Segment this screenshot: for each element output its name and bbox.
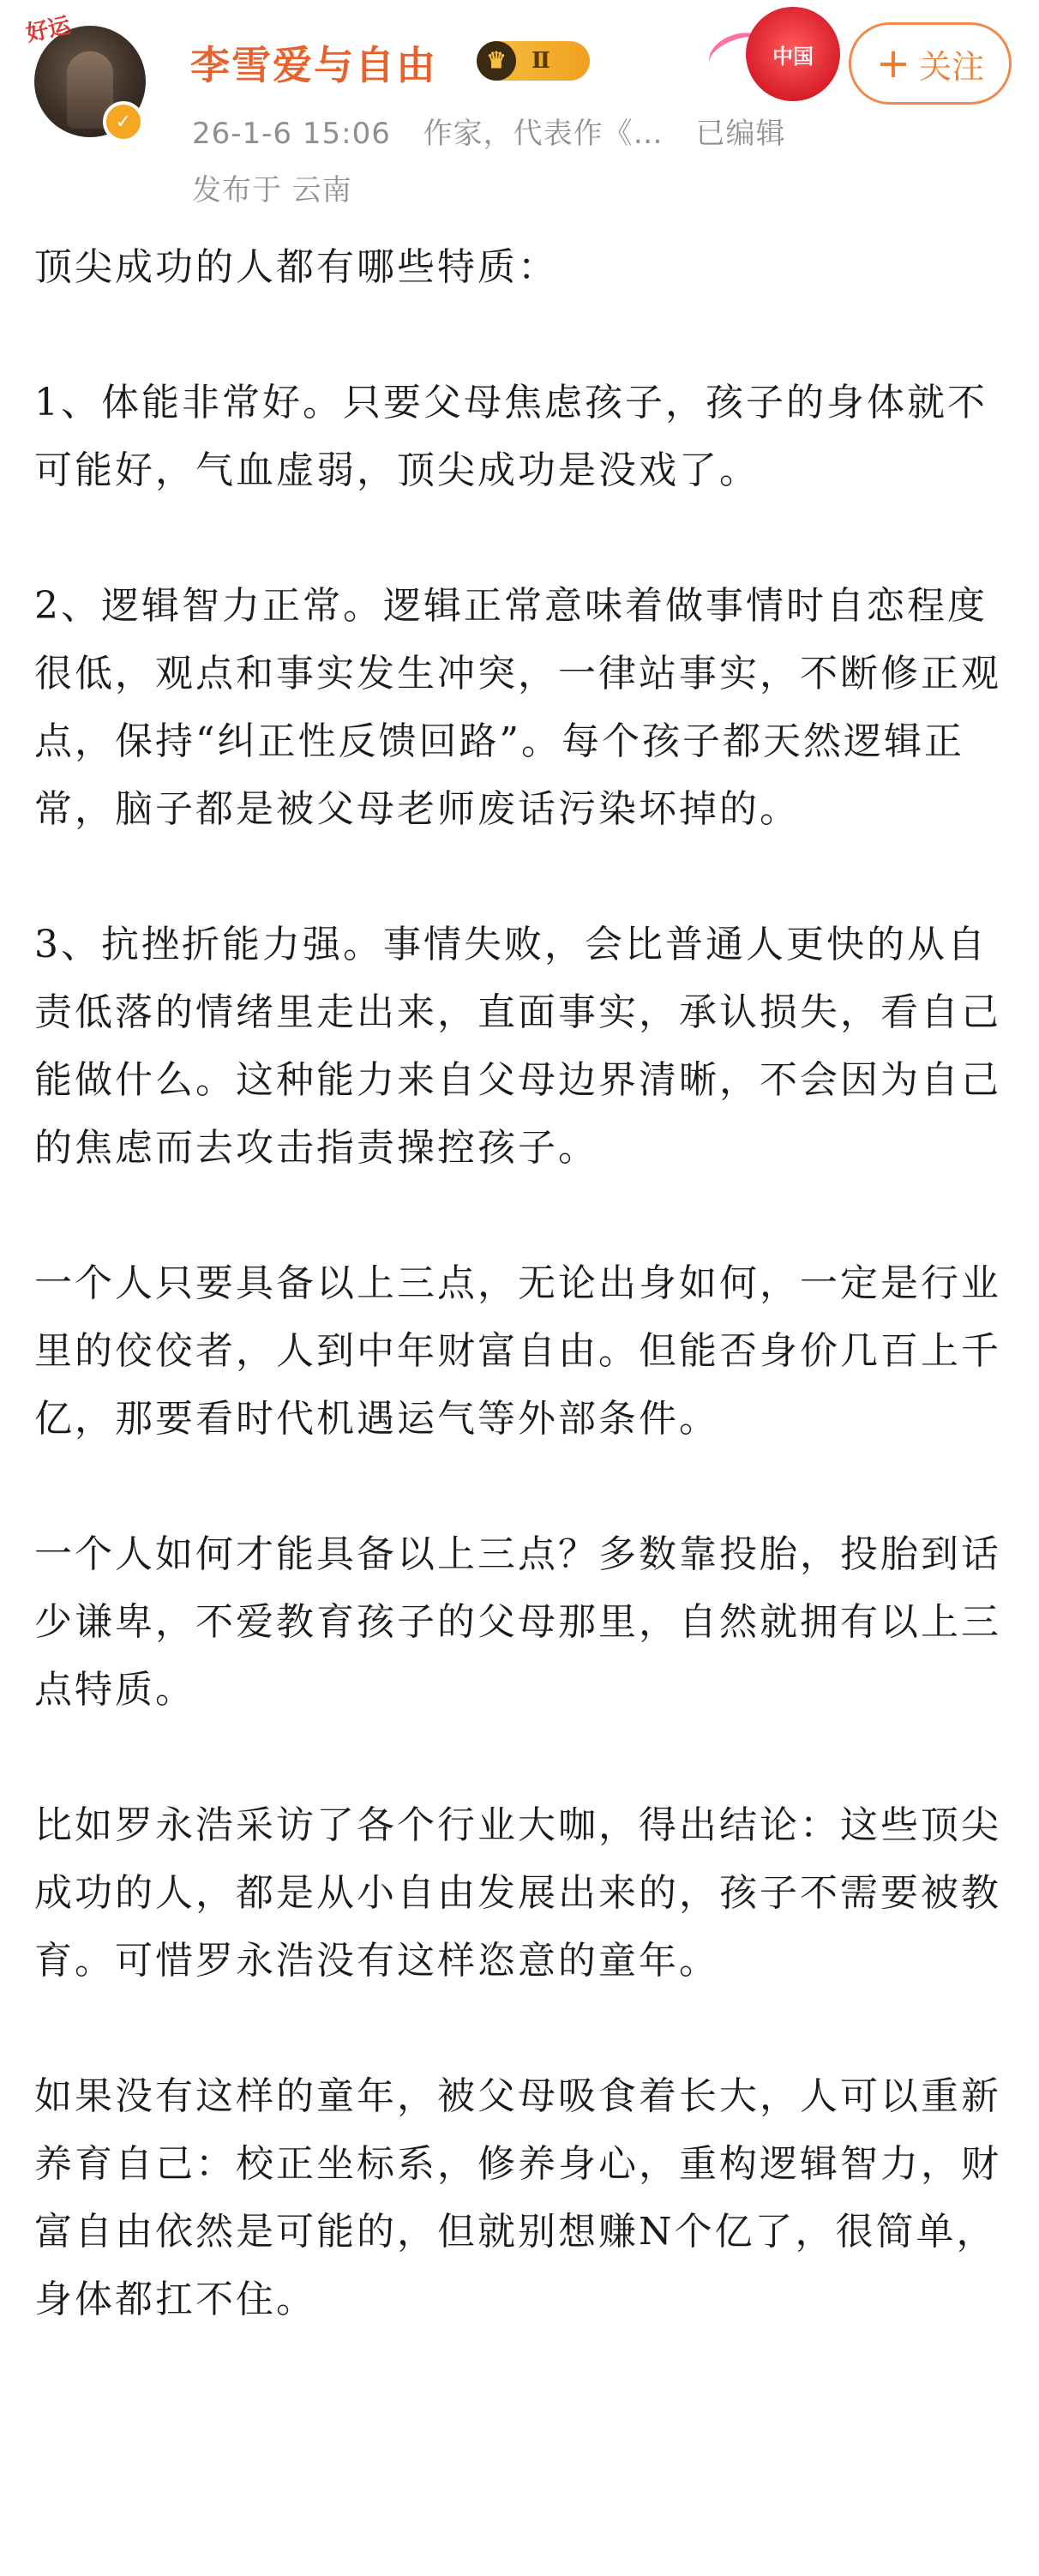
verified-badge-icon: ✓ [103, 101, 144, 142]
avatar-decoration: 好运 [23, 12, 74, 48]
username[interactable]: 李雪爱与自由 [190, 42, 437, 88]
post-meta [192, 110, 808, 152]
post-paragraph: 一个人如何才能具备以上三点？多数靠投胎，投胎到话少谦卑，不爱教育孩子的父母那里，自然就拥有以上三点特质。 [34, 1532, 1001, 1712]
level-badge-label: Ⅱ [532, 48, 550, 74]
follow-button-label: 关注 [919, 47, 985, 86]
post-paragraph: 2、逻辑智力正常。逻辑正常意味着做事情时自恋程度很低，观点和事实发生冲突，一律站事实，不断修正观点，保持“纠正性反馈回路”。每个孩子都天然逻辑正常，脑子都是被父母老师废话污染坏掉的。 [34, 584, 1001, 831]
edited-label[interactable]: 已编辑 [695, 117, 786, 151]
level-badge[interactable] [477, 41, 590, 81]
post-body [34, 233, 1012, 2333]
china-decoration-icon: 中国 [746, 7, 840, 101]
post-paragraph: 3、抗挫折能力强。事情失败，会比普通人更快的从自责低落的情绪里走出来，直面事实，承认损失，看自己能做什么。这种能力来自父母边界清晰，不会因为自己的焦虑而去攻击指责操控孩子。 [34, 923, 1001, 1170]
post-paragraph: 1、体能非常好。只要父母焦虑孩子，孩子的身体就不可能好，气血虚弱，顶尖成功是没戏了。 [34, 381, 988, 492]
author-description[interactable]: 作家，代表作《… [423, 117, 664, 151]
follow-button[interactable] [849, 22, 1012, 105]
post-timestamp: 26-1-6 15:06 [192, 117, 391, 151]
post-paragraph: 顶尖成功的人都有哪些特质： [34, 245, 558, 289]
post-paragraph: 一个人只要具备以上三点，无论出身如何，一定是行业里的佼佼者，人到中年财富自由。但能否身价几百上千亿，那要看时代机遇运气等外部条件。 [34, 1261, 1001, 1441]
post-paragraph: 比如罗永浩采访了各个行业大咖，得出结论：这些顶尖成功的人，都是从小自由发展出来的，孩子不需要被教育。可惜罗永浩没有这样恣意的童年。 [34, 1803, 1001, 1983]
post-paragraph: 如果没有这样的童年，被父母吸食着长大，人可以重新养育自己：校正坐标系，修养身心，重构逻辑智力，财富自由依然是可能的，但就别想赚N个亿了，很简单，身体都扛不住。 [34, 2074, 1001, 2321]
post-location: 发布于 云南 [192, 173, 352, 208]
post-header [0, 0, 1039, 214]
crown-icon: ♛ [477, 41, 516, 81]
plus-icon: + [875, 39, 911, 87]
